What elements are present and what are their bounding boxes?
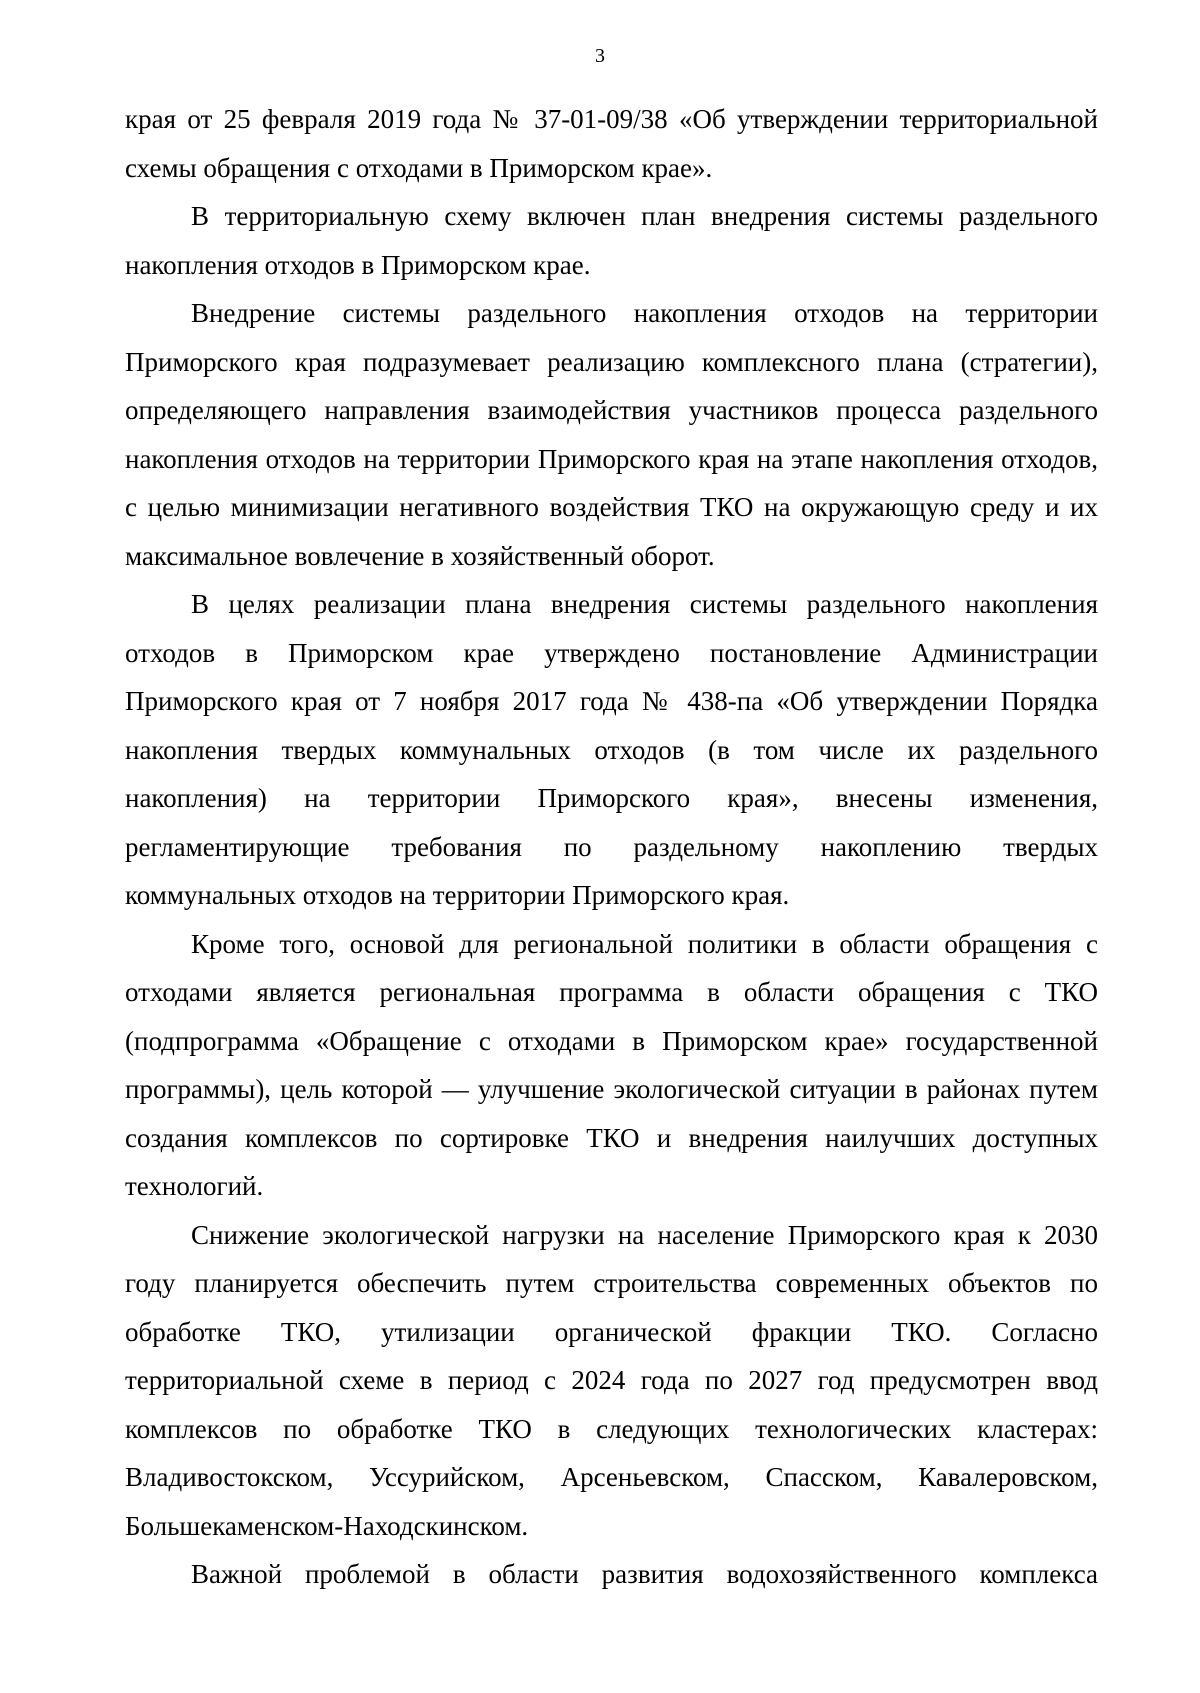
paragraph-territorial-scheme: В территориальную схему включен план внедрения системы раздельного накопления отходов в Приморском крае. xyxy=(125,201,1098,280)
paragraph-ecological-load-2030: Снижение экологической нагрузки на население Приморского края к 2030 году планируется обеспечить путем строительства современных объектов по обработке ТКО, утилизации органической фракции ТКО. Согласно территориальной схеме в период с 2024 года по 2027 год предусмотрен ввод комплексов по обработке ТКО в следующих технологических кластерах: Владивостокском, Уссурийском, Арсеньевском, Спасском, Кавалеровском, Большекаменском-Находскинском. xyxy=(125,1219,1098,1541)
paragraph-water-complex: Важной проблемой в области развития водохозяйственного комплекса xyxy=(191,1559,1098,1589)
paragraph-regional-program: Кроме того, основой для региональной политики в области обращения с отходами является региональная программа в области обращения с ТКО (подпрограмма «Обращение с отходами в Приморском крае» государственной программы), цель которой — улучшение экологической ситуации в районах путем создания комплексов по сортировке ТКО и внедрения наилучших доступных технологий. xyxy=(125,928,1098,1201)
paragraph-separate-collection-strategy: Внедрение системы раздельного накопления отходов на территории Приморского края подразумевает реализацию комплексного плана (стратегии), определяющего направления взаимодействия участников процесса раздельного накопления отходов на территории Приморского края на этапе накопления отходов, с целью минимизации негативного воздействия ТКО на окружающую среду и их максимальное вовлечение в хозяйственный оборот. xyxy=(125,298,1098,571)
page-number: 3 xyxy=(595,45,605,67)
paragraph-continuation: края от 25 февраля 2019 года № 37-01-09/38 «Об утверждении территориальной схемы обращения с отходами в Приморском крае». xyxy=(125,104,1098,183)
document-body xyxy=(125,95,1098,1599)
paragraph-resolution-438: В целях реализации плана внедрения системы раздельного накопления отходов в Приморском крае утверждено постановление Администрации Приморского края от 7 ноября 2017 года № 438-па «Об утверждении Порядка накопления твердых коммунальных отходов (в том числе их раздельного накопления) на территории Приморского края», внесены изменения, регламентирующие требования по раздельному накоплению твердых коммунальных отходов на территории Приморского края. xyxy=(125,589,1098,910)
